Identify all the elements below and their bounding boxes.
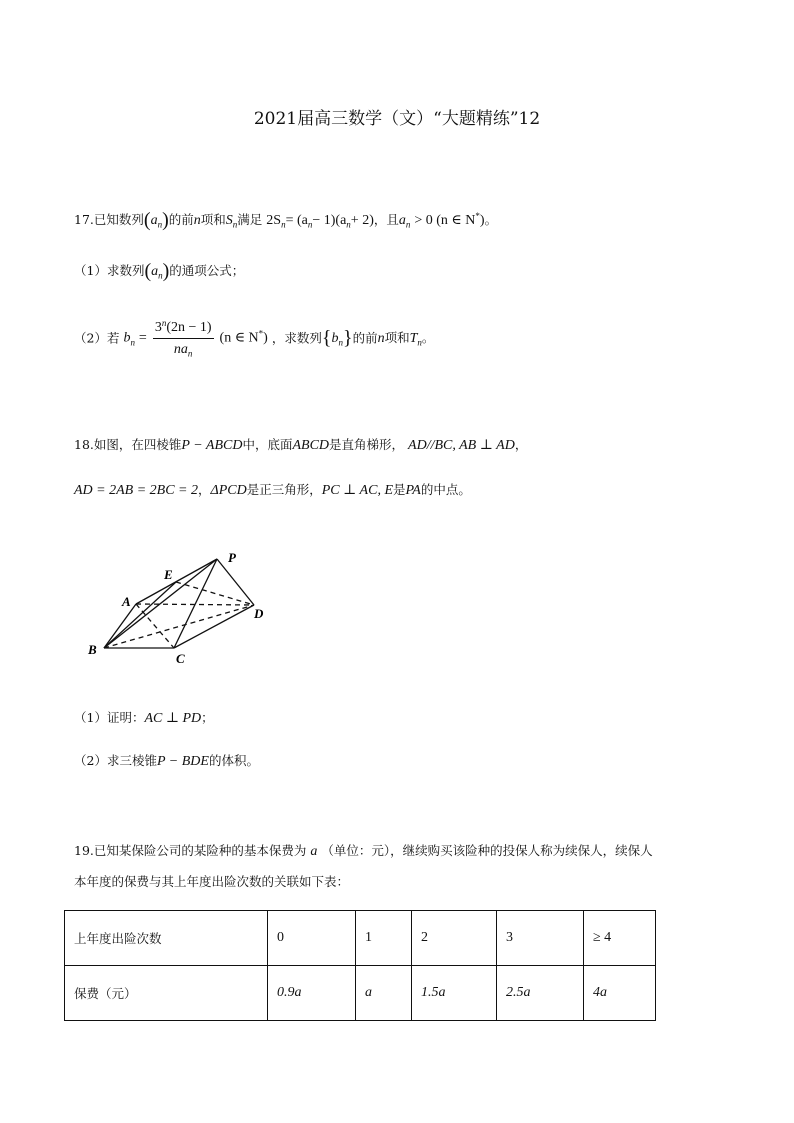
q18-stem-line2: AD = 2AB = 2BC = 2，ΔPCD是正三角形，PC ⊥ AC, E是PA的中点。 xyxy=(74,482,471,498)
edge-ED xyxy=(176,582,254,605)
q18-part2: （2）求三棱锥P − BDE的体积。 xyxy=(74,753,259,769)
table-cell: 4a xyxy=(584,966,656,1021)
table-cell: 1.5a xyxy=(412,966,497,1021)
label-B: B xyxy=(88,642,97,657)
table-cell: 保费（元） xyxy=(65,966,268,1021)
q17-fraction: $\frac{3^n(2n - 1)}{na_n}$ xyxy=(153,314,214,363)
q19-stem-line2: 本年度的保费与其上年度出险次数的关联如下表： xyxy=(74,874,350,889)
table-cell: 3 xyxy=(497,911,584,966)
table-cell: 0.9a xyxy=(268,966,356,1021)
edge-DC xyxy=(174,605,254,648)
label-P: P xyxy=(228,550,236,565)
table-cell: 上年度出险次数 xyxy=(65,911,268,966)
table-cell: 1 xyxy=(356,911,412,966)
table-cell: a xyxy=(356,966,412,1021)
table-cell: ≥ 4 xyxy=(584,911,656,966)
q17-part1: （1）求数列$(a_n)$的通项公式； xyxy=(74,260,245,282)
table-cell: 2.5a xyxy=(497,966,584,1021)
premium-table xyxy=(64,910,656,1021)
label-E: E xyxy=(164,567,173,582)
q19-stem-line1: 19.已知某保险公司的某险种的基本保费为 a （单位：元），继续购买该险种的投保人称为续保人，续保人 xyxy=(74,843,653,859)
q17-part2: （2）若 $b_n$ = $\frac{3^n(2n - 1)}{na_n}$ (n ∈ N*) ，求数列$\{b_n\}$的前n项和$T_n$。 xyxy=(74,314,434,363)
page-title: 2021届高三数学（文）“大题精练”12 xyxy=(253,109,541,129)
q18-stem-line1: 18.如图，在四棱锥P − ABCD中，底面ABCD是直角梯形， AD//BC, AB ⊥ AD， xyxy=(74,437,528,453)
q17-stem: 17.已知数列$(a_n)$的前n项和$S_n$满足 $2S_n= (a_n- 1)(a_n+ 2)$，且$a_n > 0$ (n ∈ N*)。 xyxy=(74,209,498,232)
edge-CP xyxy=(174,559,217,648)
edge-AC xyxy=(136,604,174,648)
label-D: D xyxy=(254,606,264,621)
pyramid-figure xyxy=(80,545,280,670)
label-C: C xyxy=(176,651,185,666)
table-cell: 0 xyxy=(268,911,356,966)
table-row xyxy=(65,911,656,966)
label-A: A xyxy=(122,594,131,609)
edge-PD xyxy=(217,559,254,605)
table-cell: 2 xyxy=(412,911,497,966)
q18-part1: （1）证明：AC ⊥ PD； xyxy=(74,710,214,726)
table-row xyxy=(65,966,656,1021)
